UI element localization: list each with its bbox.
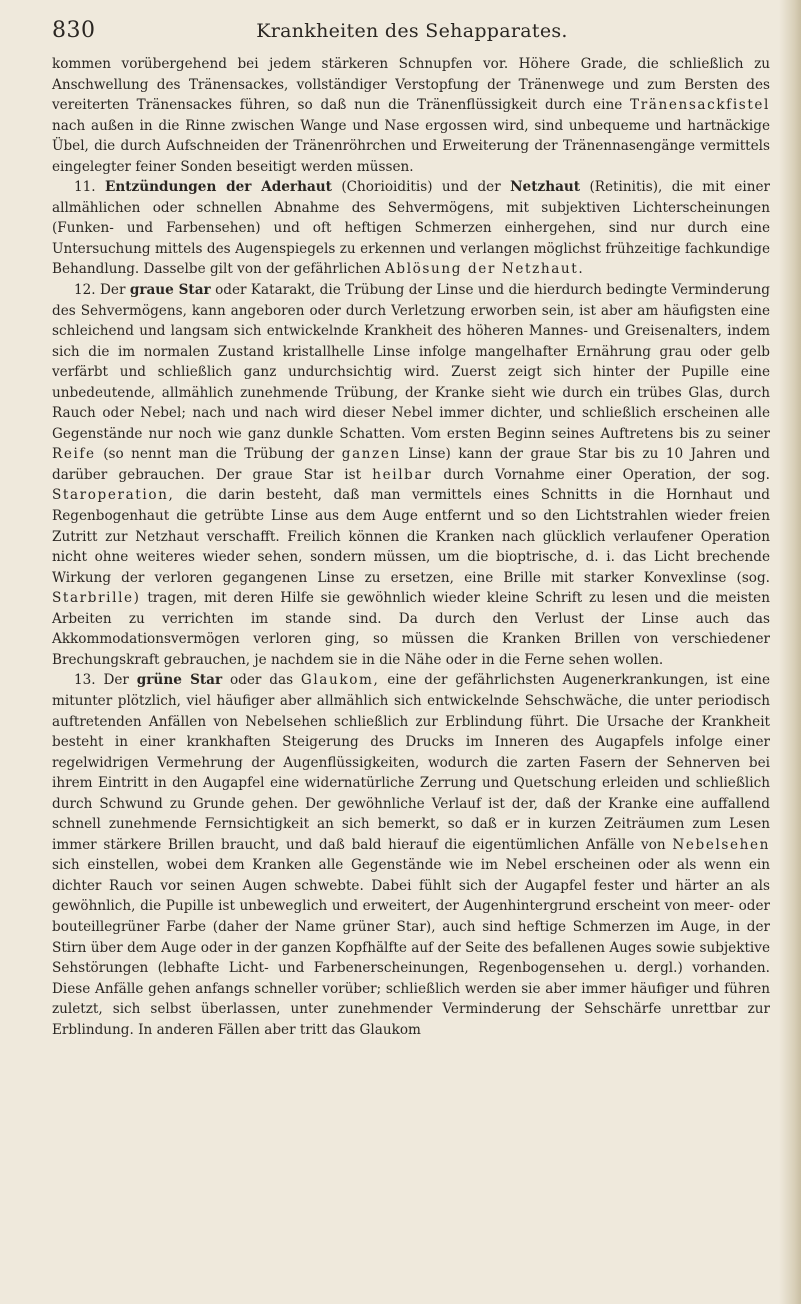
running-head: Krankheiten des Sehapparates.	[256, 20, 568, 42]
emphasis-term: Starbrille)	[52, 590, 141, 607]
intro-text: kommen vorübergehend bei jedem stärkeren Schnupfen vor. Höhere Grade, die schließlich zu Anschwellung des Tränensackes, vollständiger Verstopfung der Tränenwege und zum Bersten des vereiterten Tränensackes führen, so daß nun die Tränenflüssigkeit durch eine	[52, 56, 770, 114]
section-number: 12.	[74, 282, 96, 299]
page-edge-shadow	[779, 0, 801, 1304]
section-heading: graue Star	[129, 282, 211, 299]
page-header	[52, 18, 772, 48]
section-heading: Netzhaut	[510, 179, 581, 196]
body-text	[52, 54, 770, 1040]
emphasis-term: Glaukom,	[300, 672, 380, 689]
paragraph-text: Der	[103, 672, 129, 689]
section-heading: grüne Star	[136, 672, 223, 689]
emphasis-term: Tränensackfistel	[630, 97, 770, 114]
heading-gloss: (Chorioiditis) und der	[341, 179, 501, 196]
paragraph-text: durch Vornahme einer Operation, der sog.	[443, 466, 770, 483]
section-number: 13.	[74, 672, 96, 689]
emphasis-term: heilbar	[372, 466, 433, 483]
paragraph-12	[52, 280, 770, 670]
heading-gloss: (Retinitis),	[589, 179, 663, 196]
emphasis-term: Ablösung der Netzhaut.	[384, 261, 585, 278]
emphasis-term: Reife	[52, 446, 96, 463]
paragraph-text: die darin besteht, daß man vermittels eines Schnitts in die Hornhaut und Regenbogenhaut die getrübte Linse aus dem Auge entfernt und so den Lichtstrahlen wieder freien Zutritt zur Netzhaut verschafft. Freilich können die Kranken nach glücklich verlaufener Operation nicht ohne weiteres wieder sehen, sondern müssen, um die bioptrische, d. i. das Licht brechende Wirkung der verloren gegangenen Linse zu ersetzen, eine Brille mit starker Konvexlinse (sog.	[52, 487, 770, 586]
emphasis-term: Nebelsehen	[672, 836, 770, 853]
paragraph-text: (so nennt man die Trübung der	[103, 446, 335, 463]
emphasis-term: ganzen	[341, 446, 401, 463]
paragraph-text: sich einstellen, wobei dem Kranken alle Gegenstände wie im Nebel erscheinen oder als wenn ein dichter Rauch vor seinen Augen schwebte. Dabei fühlt sich der Augapfel fester und härter an als gewöhnlich, die Pupille ist unbeweglich und erweitert, der Augenhintergrund erscheint von meer- oder bouteillegrüner Farbe (daher der Name grüner Star), auch sind heftige Schmerzen im Auge, in der Stirn über dem Auge oder in der ganzen Kopfhälfte auf der Seite des befallenen Auges sowie subjektive Sehstörungen (lebhafte Licht- und Farbenerscheinungen, Regenbogensehen u. dergl.) vorhanden. Diese Anfälle gehen anfangs schneller vorüber; schließlich werden sie aber immer häufiger und führen zuletzt, sich selbst überlassen, unter zunehmender Verminderung der Sehschärfe unrettbar zur Erblindung. In anderen Fällen aber tritt das Glaukom	[52, 857, 770, 1038]
section-heading: Entzündungen der Aderhaut	[105, 179, 332, 196]
paragraph-text: eine der gefährlichsten Augenerkrankungen, ist eine mitunter plötzlich, viel häufiger aber allmählich sich entwickelnde Sehschwäche, die unter periodisch auftretenden Anfällen von Nebelsehen schließlich zur Erblindung führt. Die Ursache der Krankheit besteht in einer krankhaften Steigerung des Drucks im Inneren des Augapfels infolge einer regelwidrigen Vermehrung der Augenflüssigkeiten, wodurch die zarten Fasern der Sehnerven bei ihrem Eintritt in den Augapfel eine widernatürliche Zerrung und Quetschung erleiden und schließlich durch Schwund zu Grunde gehen. Der gewöhnliche Verlauf ist der, daß der Kranke eine auffallend schnell zunehmende Fernsichtigkeit an sich bemerkt, so daß er in kurzen Zeiträumen zum Lesen immer stärkere Brillen braucht, und daß bald hierauf die eigentümlichen Anfälle von	[52, 672, 771, 853]
paragraph-11	[52, 177, 770, 280]
intro-text-rest: nach außen in die Rinne zwischen Wange und Nase ergossen wird, sind unbequeme und hartnäckige Übel, die durch Aufschneiden der Tränenröhrchen und Erweiterung der Tränennasengänge vermittels eingelegter feiner Sonden beseitigt werden müssen.	[52, 117, 770, 175]
section-number: 11.	[74, 179, 96, 196]
paragraph-intro	[52, 54, 770, 177]
paragraph-text: tragen, mit deren Hilfe sie gewöhnlich wieder kleine Schrift zu lesen und die meisten Arbeiten zu verrichten im stande sind. Da durch den Verlust der Linse auch das Akkommodationsvermögen verloren ging, so müssen die Kranken Brillen von verschiedener Brechungskraft gebrauchen, je nachdem sie in die Nähe oder in die Ferne sehen wollen.	[52, 590, 770, 668]
paragraph-text: oder das	[230, 672, 294, 689]
paragraph-13	[52, 670, 770, 1040]
paragraph-text: Der	[100, 282, 126, 299]
paragraph-text: oder Katarakt, die Trübung der Linse und die hierdurch bedingte Verminderung des Sehvermögens, kann angeboren oder durch Verletzung erworben sein, ist aber am häufigsten eine schleichend und langsam sich entwickelnde Krankheit des höheren Mannes- und Greisenalters, indem sich die im normalen Zustand kristallhelle Linse infolge mangelhafter Ernährung grau oder gelb verfärbt und schließlich ganz undurchsichtig wird. Zuerst zeigt sich hinter der Pupille eine unbedeutende, allmählich zunehmende Trübung, der Kranke sieht wie durch ein trübes Glas, durch Rauch oder Nebel; nach und nach wird dieser Nebel immer dichter, und schließlich erscheinen alle Gegenstände nur noch wie ganz dunkle Schatten. Vom ersten Beginn seines Auftretens bis zu seiner	[52, 282, 770, 442]
paragraph-text: die mit einer allmählichen oder schnellen Abnahme des Sehvermögens, mit subjektiven Lichterscheinungen (Funken- und Farbensehen) und oft heftigen Schmerzen einhergehen, sind nur durch eine Untersuchung mittels des Augenspiegels zu erkennen und verlangen möglichst frühzeitige fachkundige Behandlung. Dasselbe gilt von der gefährlichen	[52, 179, 771, 278]
paragraph-text: Linse) kann der graue Star bis zu 10 Jahren und darüber gebrauchen. Der graue Star ist	[52, 446, 770, 483]
page-number: 830	[52, 18, 96, 43]
emphasis-term: Staroperation,	[52, 487, 175, 504]
